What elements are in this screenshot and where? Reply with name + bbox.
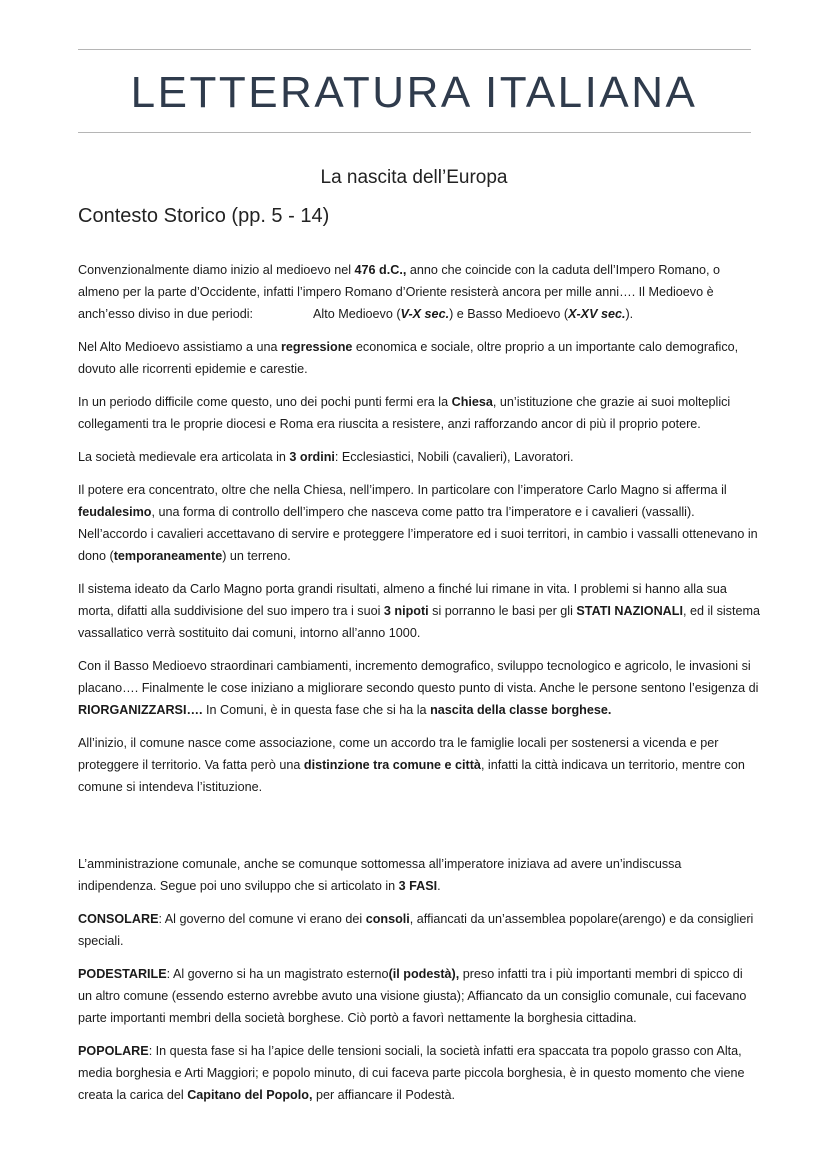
title-bottom-rule	[78, 132, 751, 133]
text-run: preso infatti tra i più importanti membri di spicco di un altro comune (essendo esterno avrebbe avuto una visione giusta); Affiancato da un consiglio comunale, cui facevano parte importanti membri della società borghese. Ciò portò a favorì nettamente la borghesia cittadina.	[78, 967, 747, 1025]
bold-run: PODESTARILE	[78, 967, 167, 981]
text-run: Convenzionalmente diamo inizio al medioevo nel	[78, 263, 355, 277]
bold-run: POPOLARE	[78, 1044, 149, 1058]
document-body	[78, 259, 760, 1106]
bold-italic-run: V-X sec.	[400, 307, 450, 321]
title-top-rule	[78, 49, 751, 50]
paragraph-consolare	[78, 908, 760, 952]
bold-run: distinzione tra comune e città	[303, 758, 481, 772]
section-heading: Contesto Storico (pp. 5 - 14)	[78, 205, 330, 227]
bold-run: consoli	[365, 912, 410, 926]
text-run: ) e Basso Medioevo (	[449, 307, 569, 321]
bold-run: feudalesimo	[78, 505, 152, 519]
paragraph-carlo-magno	[78, 578, 760, 644]
text-run: , un’istituzione che grazie ai suoi molteplici collegamenti tra le proprie diocesi e Roma era riuscita a resistere, anzi rafforzando ancor di più il proprio potere.	[78, 395, 731, 431]
paragraph-comune	[78, 732, 760, 798]
text-run: Nel Alto Medioevo assistiamo a una	[78, 340, 282, 354]
bold-run: STATI NAZIONALI	[576, 604, 683, 618]
paragraph-feudalesimo	[78, 479, 760, 567]
bold-run: nascita della classe borghese.	[430, 703, 612, 717]
text-run: si porranno le basi per gli	[428, 604, 577, 618]
bold-run: temporaneamente	[113, 549, 223, 563]
text-run: Con il Basso Medioevo straordinari cambiamenti, incremento demografico, sviluppo tecnologico e agricolo, le invasioni si placano…. Finalmente le cose iniziano a migliorare secondo questo punto di vista. Anche le persone sentono l’esigenza di	[78, 659, 759, 695]
paragraph-basso-medioevo	[78, 655, 760, 721]
text-run: : Ecclesiastici, Nobili (cavalieri), Lavoratori.	[334, 450, 574, 464]
bold-run: 3 FASI	[398, 879, 438, 893]
text-run: per affiancare il Podestà.	[312, 1088, 456, 1102]
paragraph-amministrazione	[78, 853, 760, 897]
paragraph-alto-medioevo	[78, 336, 760, 380]
text-run: .	[437, 879, 441, 893]
bold-run: 3 nipoti	[383, 604, 429, 618]
paragraph-intro	[78, 259, 760, 325]
text-run: anno che coincide con la caduta dell’Impero Romano, o almeno per la parte d’Occidente, infatti l’impero Romano d’Oriente resisterà ancora per mille anni…. Il Medioevo è anch’esso diviso in due periodi:	[78, 263, 720, 321]
text-run: In Comuni, è in questa fase che si ha la	[202, 703, 431, 717]
text-run: ).	[625, 307, 634, 321]
bold-run: 3 ordini	[289, 450, 335, 464]
bold-run: (il podestà),	[388, 967, 460, 981]
bold-run: RIORGANIZZARSI….	[78, 703, 203, 717]
bold-run: 476 d.C.,	[354, 263, 407, 277]
text-run: , ed il sistema vassallatico verrà sostituito dai comuni, intorno all’anno 1000.	[78, 604, 760, 640]
text-run: La società medievale era articolata in	[78, 450, 290, 464]
text-run: ) un terreno.	[222, 549, 291, 563]
text-run: economica e sociale, oltre proprio a un importante calo demografico, dovuto alle ricorrenti epidemie e carestie.	[78, 340, 739, 376]
text-run: , infatti la città indicava un territorio, mentre con comune si intendeva l’istituzione.	[78, 758, 745, 794]
paragraph-chiesa	[78, 391, 760, 435]
document-title: LETTERATURA ITALIANA	[130, 68, 698, 117]
text-run: In un periodo difficile come questo, uno dei pochi punti fermi era la	[78, 395, 452, 409]
text-run: Il potere era concentrato, oltre che nella Chiesa, nell’impero. In particolare con l’imperatore Carlo Magno si afferma il	[78, 483, 727, 497]
paragraph-ordini	[78, 446, 760, 468]
text-run: , affiancati da un’assemblea popolare(arengo) e da consiglieri speciali.	[78, 912, 754, 948]
bold-run: Chiesa	[451, 395, 493, 409]
text-run: Alto Medioevo (	[313, 307, 401, 321]
paragraph-podestarile	[78, 963, 760, 1029]
bold-italic-run: X-XV sec.	[568, 307, 626, 321]
text-run: : In questa fase si ha l’apice delle tensioni sociali, la società infatti era spaccata tra popolo grasso con Alta, media borghesia e Arti Maggiori; e popolo minuto, di cui faceva parte piccola borghesia, è in questo momento che viene creata la carica del	[78, 1044, 745, 1102]
bold-run: regressione	[281, 340, 353, 354]
document-subtitle: La nascita dell’Europa	[320, 167, 508, 188]
text-run: Il sistema ideato da Carlo Magno porta grandi risultati, almeno a finché lui rimane in vita. I problemi si hanno alla sua morta, difatti alla suddivisione del suo impero tra i suoi	[78, 582, 727, 618]
text-run: , una forma di controllo dell’impero che nasceva come patto tra l’imperatore e i cavalieri (vassalli). Nell’accordo i cavalieri accettavano di servire e proteggere l’imperatore ed i suoi territori, in cambio i vassalli ottenevano in dono (	[78, 505, 758, 563]
text-run: : Al governo del comune vi erano dei	[158, 912, 366, 926]
paragraph-popolare	[78, 1040, 760, 1106]
bold-run: CONSOLARE	[78, 912, 159, 926]
text-run: L’amministrazione comunale, anche se comunque sottomessa all’imperatore iniziava ad avere un’indiscussa indipendenza. Segue poi uno sviluppo che si articolato in	[78, 857, 682, 893]
text-run: All’inizio, il comune nasce come associazione, come un accordo tra le famiglie locali per sostenersi a vicenda e per proteggere il territorio. Va fatta però una	[78, 736, 719, 772]
bold-run: Capitano del Popolo,	[187, 1088, 313, 1102]
text-run: : Al governo si ha un magistrato esterno	[166, 967, 389, 981]
